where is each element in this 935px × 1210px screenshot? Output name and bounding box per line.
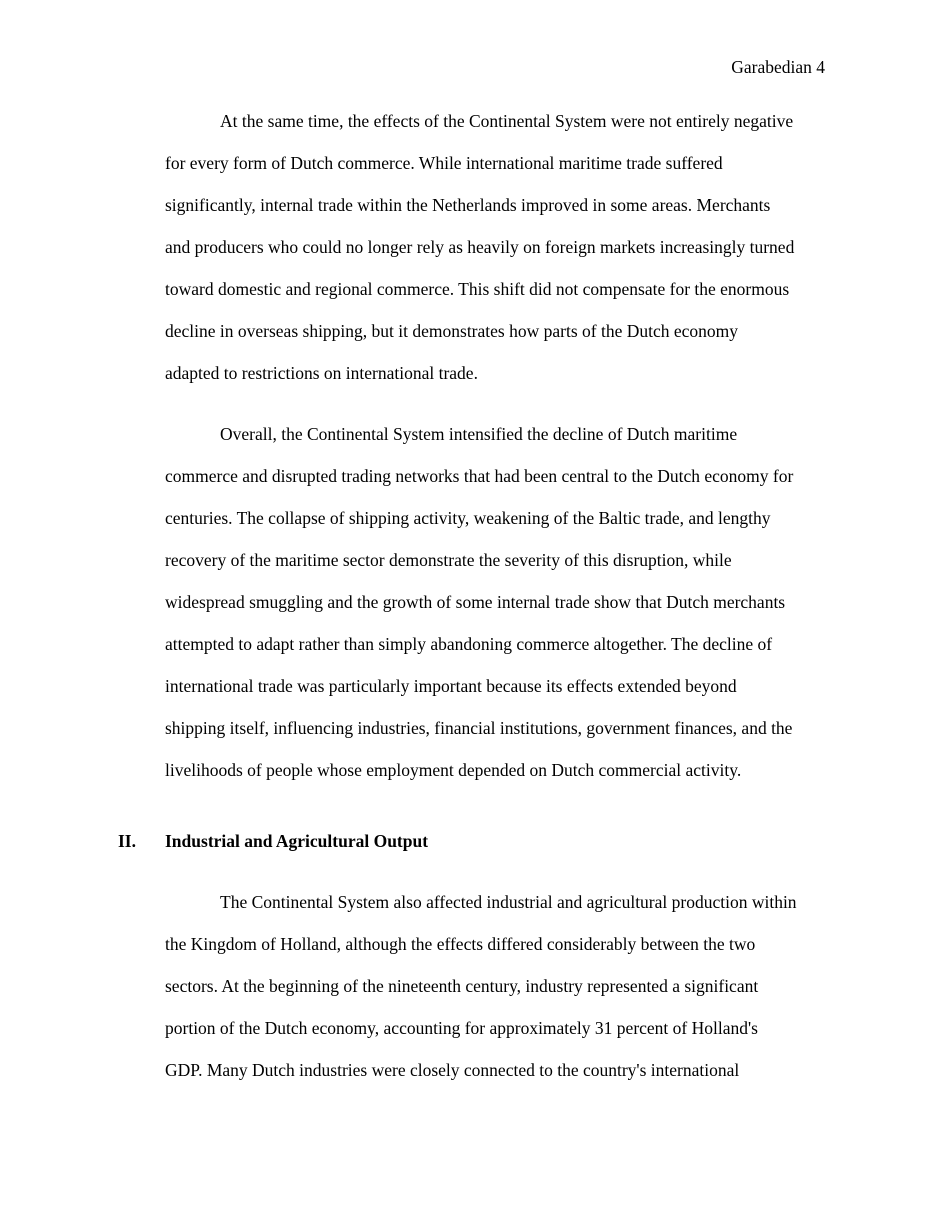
text-line: The Continental System also affected industrial and agricultural production within xyxy=(220,892,797,912)
text-line: sectors. At the beginning of the nineteenth century, industry represented a significant xyxy=(165,976,759,996)
text-line: significantly, internal trade within the Netherlands improved in some areas. Merchants xyxy=(165,195,771,215)
text-line: widespread smuggling and the growth of some internal trade show that Dutch merchants xyxy=(165,592,786,612)
text-line: portion of the Dutch economy, accounting for approximately 31 percent of Holland's xyxy=(165,1018,758,1038)
text-line: GDP. Many Dutch industries were closely connected to the country's international xyxy=(165,1060,740,1080)
text-line: centuries. The collapse of shipping activity, weakening of the Baltic trade, and lengthy xyxy=(165,508,771,528)
section-title: Industrial and Agricultural Output xyxy=(165,831,429,851)
section-number: II. xyxy=(118,831,136,851)
text-line: decline in overseas shipping, but it demonstrates how parts of the Dutch economy xyxy=(165,321,738,341)
text-line: toward domestic and regional commerce. This shift did not compensate for the enormous xyxy=(165,279,790,299)
text-line: livelihoods of people whose employment depended on Dutch commercial activity. xyxy=(165,760,742,780)
text-line: At the same time, the effects of the Continental System were not entirely negative xyxy=(220,111,794,131)
running-header: Garabedian 4 xyxy=(731,57,825,77)
text-line: commerce and disrupted trading networks that had been central to the Dutch economy for xyxy=(165,466,794,486)
text-line: Overall, the Continental System intensified the decline of Dutch maritime xyxy=(220,424,738,444)
text-line: shipping itself, influencing industries, financial institutions, government finances, and the xyxy=(165,718,793,738)
text-line: attempted to adapt rather than simply abandoning commerce altogether. The decline of xyxy=(165,634,773,654)
text-line: for every form of Dutch commerce. While international maritime trade suffered xyxy=(165,153,723,173)
text-line: and producers who could no longer rely as heavily on foreign markets increasingly turned xyxy=(165,237,795,257)
text-line: adapted to restrictions on international trade. xyxy=(165,363,478,383)
text-line: the Kingdom of Holland, although the effects differed considerably between the two xyxy=(165,934,756,954)
text-line: recovery of the maritime sector demonstrate the severity of this disruption, while xyxy=(165,550,732,570)
text-line: international trade was particularly important because its effects extended beyond xyxy=(165,676,737,696)
